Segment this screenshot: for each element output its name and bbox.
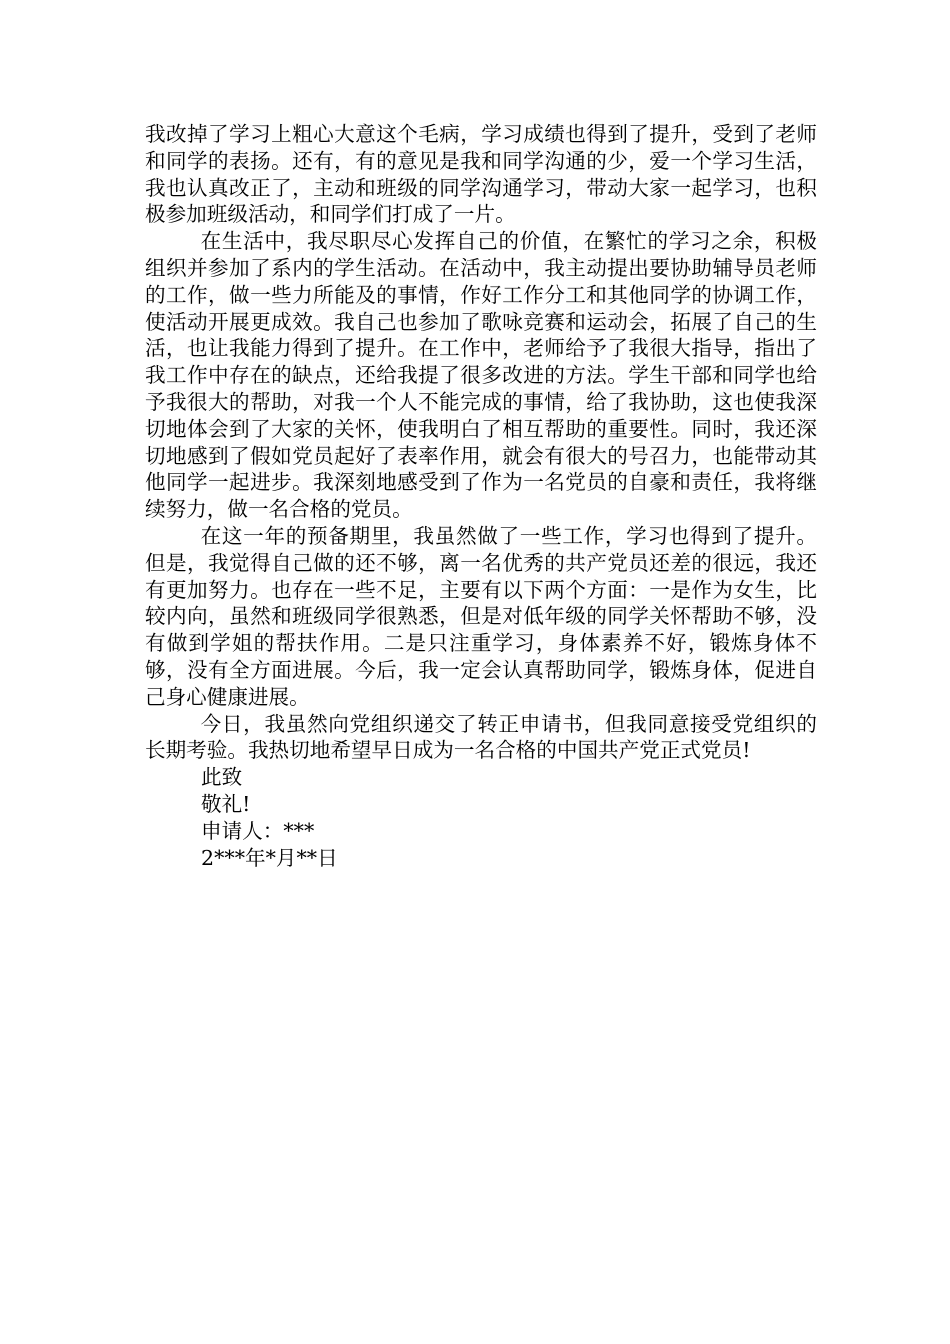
letter-date: 2***年*月**日 xyxy=(201,845,338,870)
closing-salutation: 此致 xyxy=(201,765,243,790)
applicant-signature: 申请人：*** xyxy=(201,818,315,843)
paragraph-1: 我改掉了学习上粗心大意这个毛病，学习成绩也得到了提升，受到了老师和同学的表扬。还有，有的意见是我和同学沟通的少，爱一个学习生活，我也认真改正了，主动和班级的同学沟通学习，带动大家一起学习，也积极参加班级活动，和同学们打成了一片。 xyxy=(145,122,817,227)
paragraph-4: 今日，我虽然向党组织递交了转正申请书，但我同意接受党组织的长期考验。我热切地希望早日成为一名合格的中国共产党正式党员! xyxy=(145,711,817,763)
paragraph-3: 在这一年的预备期里，我虽然做了一些工作，学习也得到了提升。但是，我觉得自己做的还不够，离一名优秀的共产党员还差的很远，我还有更加努力。也存在一些不足，主要有以下两个方面：一是作为女生，比较内向，虽然和班级同学很熟悉，但是对低年级的同学关怀帮助不够，没有做到学姐的帮扶作用。二是只注重学习，身体素养不好，锻炼身体不够，没有全方面进展。今后，我一定会认真帮助同学，锻炼身体，促进自己身心健康进展。 xyxy=(145,523,817,709)
letter-body xyxy=(145,121,817,871)
closing-regards: 敬礼! xyxy=(201,791,251,816)
paragraph-2: 在生活中，我尽职尽心发挥自己的价值，在繁忙的学习之余，积极组织并参加了系内的学生活动。在活动中，我主动提出要协助辅导员老师的工作，做一些力所能及的事情，作好工作分工和其他同学的协调工作，使活动开展更成效。我自己也参加了歌咏竞赛和运动会，拓展了自己的生活，也让我能力得到了提升。在工作中，老师给予了我很大指导，指出了我工作中存在的缺点，还给我提了很多改进的方法。学生干部和同学也给予我很大的帮助，对我一个人不能完成的事情，给了我协助，这也使我深切地体会到了大家的关怀，使我明白了相互帮助的重要性。同时，我还深切地感到了假如党员起好了表率作用，就会有很大的号召力，也能带动其他同学一起进步。我深刻地感受到了作为一名党员的自豪和责任，我将继续努力，做一名合格的党员。 xyxy=(145,229,817,522)
